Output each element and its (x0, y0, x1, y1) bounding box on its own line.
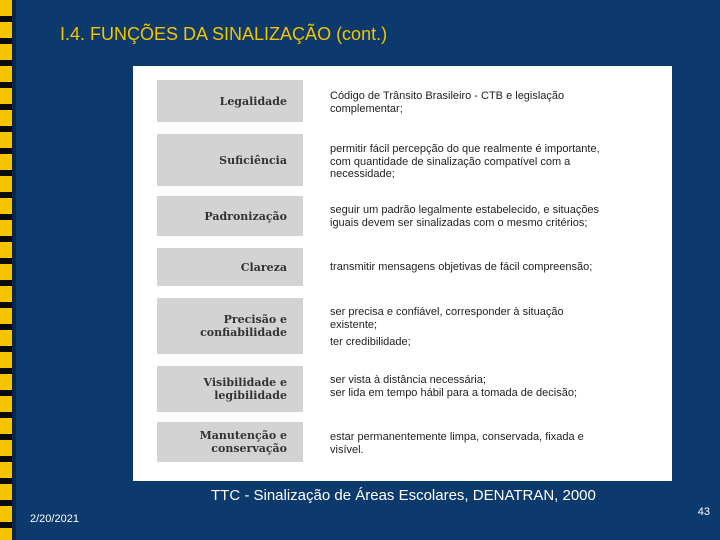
row-description-manutencao (330, 431, 650, 456)
side-stripe-edge (12, 0, 16, 540)
row-label-legalidade (157, 80, 303, 122)
row-label-line: Visibilidade e (203, 376, 287, 389)
row-description-line: ter credibilidade; (330, 336, 411, 348)
row-label-manutencao (157, 422, 303, 462)
row-label-line: Manutenção e (199, 429, 287, 442)
row-label-line: Padronização (204, 209, 287, 223)
row-label-suficiencia (157, 134, 303, 186)
row-description-legalidade (330, 90, 650, 115)
row-description-line: ser precisa e confiável, corresponder à situação (330, 306, 564, 318)
row-label-line: legibilidade (214, 389, 287, 402)
row-description-line: complementar; (330, 102, 403, 115)
slide-date: 2/20/2021 (30, 513, 79, 525)
row-label-line: Legalidade (219, 94, 287, 108)
row-description-line: ser lida em tempo hábil para a tomada de decisão; (330, 386, 578, 399)
row-label-line: conservação (211, 442, 287, 455)
row-description-suficiencia (330, 143, 650, 181)
row-label-line: Suficiência (219, 153, 287, 167)
row-description-line: ser vista à distância necessária; (330, 374, 486, 386)
row-description-clareza (330, 261, 650, 274)
row-label-line: Precisão e (223, 313, 287, 326)
row-description-line: necessidade; (330, 168, 395, 180)
row-label-visibilidade (157, 366, 303, 412)
row-description-line: permitir fácil percepção do que realmente é importante, (330, 143, 600, 155)
row-description-line: iguais devem ser sinalizadas com o mesmo critérios; (330, 216, 588, 229)
row-label-clareza (157, 248, 303, 286)
row-description-precisao (330, 306, 650, 349)
page-number: 43 (697, 506, 710, 518)
functions-table-figure (133, 66, 672, 481)
row-label-padronizacao (157, 196, 303, 236)
decorative-side-stripe (0, 0, 12, 540)
row-description-padronizacao (330, 204, 650, 229)
row-description-visibilidade (330, 374, 650, 399)
row-description-line: com quantidade de sinalização compatível com a (330, 155, 571, 168)
slide-title: I.4. FUNÇÕES DA SINALIZAÇÃO (cont.) (60, 24, 388, 44)
row-description-line: existente; (330, 318, 378, 331)
row-label-line: confiabilidade (200, 326, 287, 339)
row-description-line: visível. (330, 443, 364, 456)
row-description-line: transmitir mensagens objetivas de fácil compreensão; (330, 261, 593, 273)
row-label-precisao (157, 298, 303, 354)
row-label-line: Clareza (240, 260, 287, 274)
row-description-line: estar permanentemente limpa, conservada, fixada e (330, 431, 584, 443)
figure-caption: TTC - Sinalização de Áreas Escolares, DENATRAN, 2000 (211, 487, 596, 504)
row-description-line: Código de Trânsito Brasileiro - CTB e legislação (330, 90, 565, 102)
row-description-line: seguir um padrão legalmente estabelecido, e situações (330, 204, 600, 216)
